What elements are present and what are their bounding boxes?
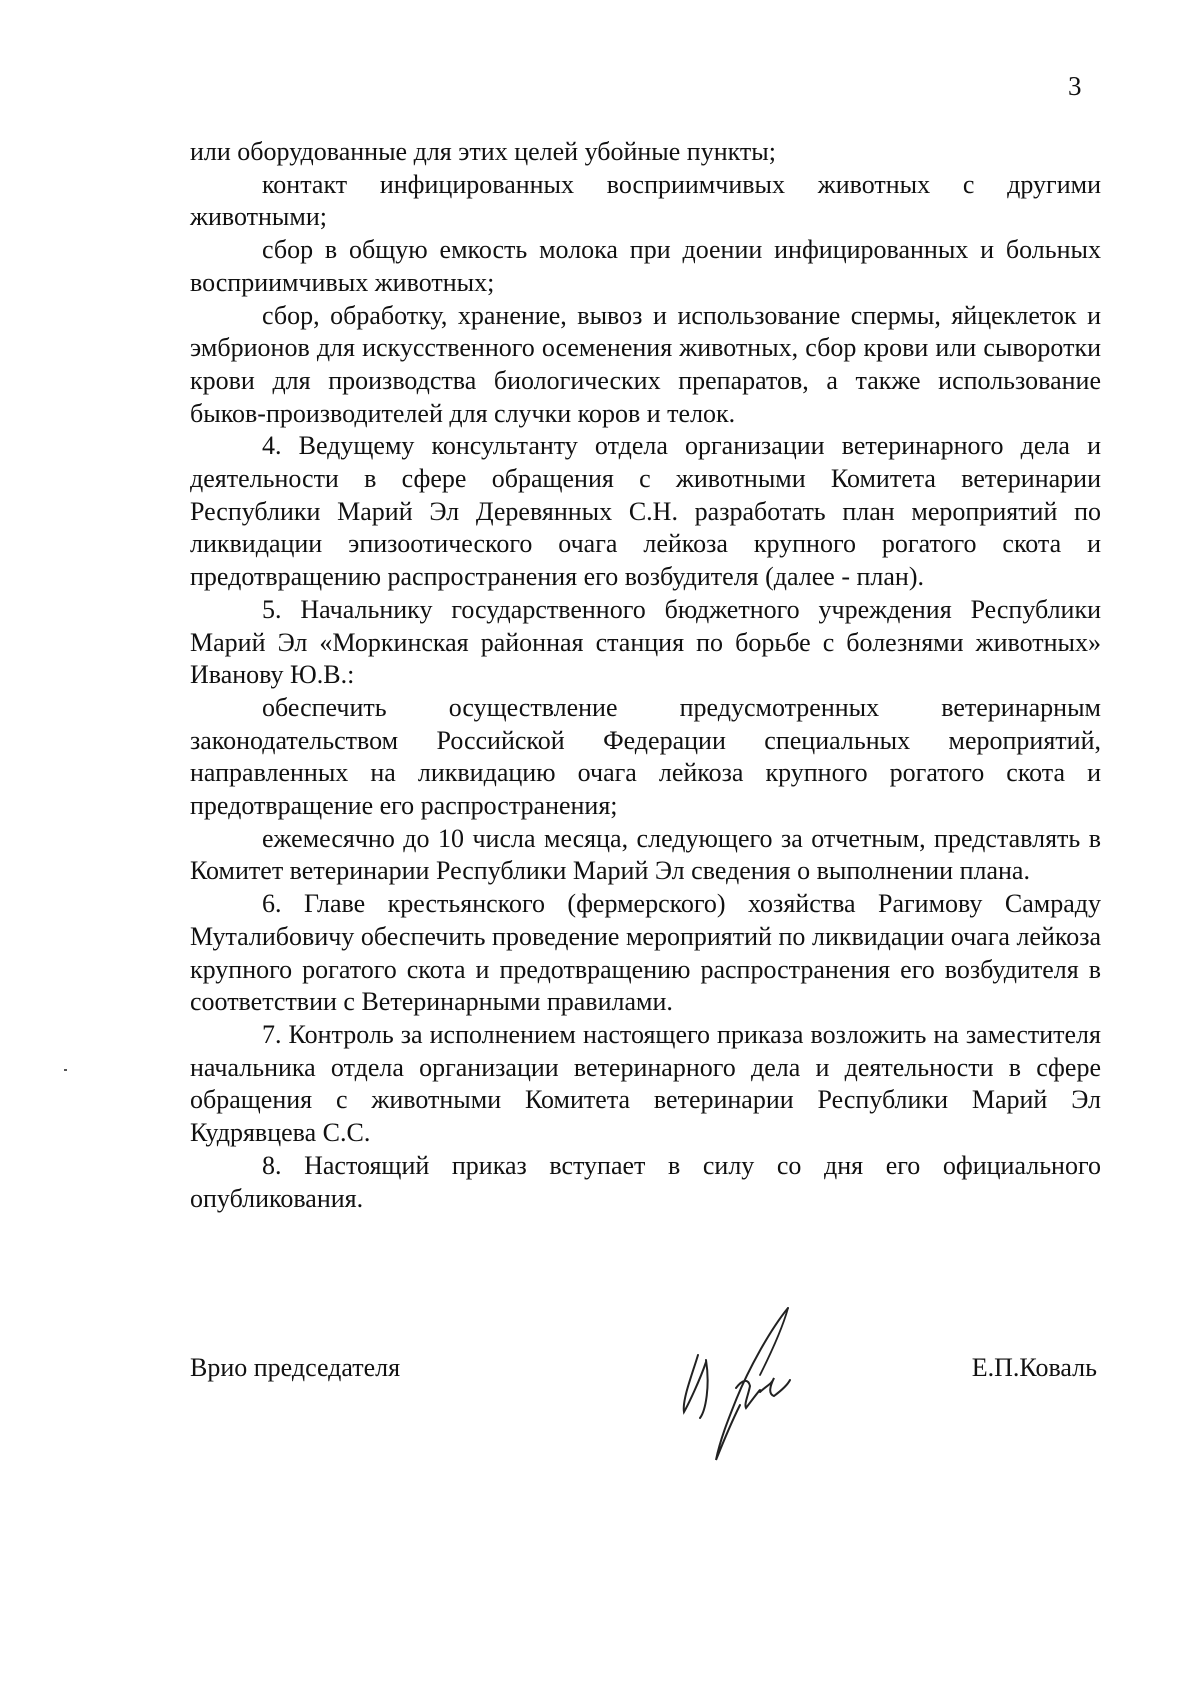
- paragraph: или оборудованные для этих целей убойные пункты;: [190, 137, 776, 166]
- paragraph: сбор в общую емкость молока при доении инфицированных и больных восприимчивых животных;: [190, 235, 1101, 297]
- scan-speck: [64, 1069, 67, 1071]
- signatory-title: Врио председателя: [190, 1353, 401, 1382]
- paragraph: сбор, обработку, хранение, вывоз и использование спермы, яйцеклеток и эмбрионов для искусственного осеменения животных, сбор крови или сыворотки крови для производства биологических препаратов, а также использование быков-производителей для случки коров и телок.: [190, 300, 1101, 428]
- document-body: [190, 136, 1101, 1215]
- paragraph: 4. Ведущему консультанту отдела организации ветеринарного дела и деятельности в сфере обращения с животными Комитета ветеринарии Республики Марий Эл Деревянных С.Н. разработать план мероприятий по ликвидации эпизоотического очага лейкоза крупного рогатого скота и предотвращению распространения его возбудителя (далее - план).: [190, 431, 1101, 592]
- paragraph: ежемесячно до 10 числа месяца, следующего за отчетным, представлять в Комитет ветеринарии Республики Марий Эл сведения о выполнении плана.: [190, 823, 1101, 886]
- page-number: 3: [1068, 71, 1082, 101]
- paragraph: 6. Главе крестьянского (фермерского) хозяйства Рагимову Самраду Муталибовичу обеспечить проведение мероприятий по ликвидации очага лейкоза крупного рогатого скота и предотвращению распространения его возбудителя в соответствии с Ветеринарными правилами.: [190, 889, 1101, 1017]
- handwritten-signature: [670, 1300, 820, 1470]
- paragraph: 7. Контроль за исполнением настоящего приказа возложить на заместителя начальника отдела организации ветеринарного дела и деятельности в сфере обращения с животными Комитета ветеринарии Республики Марий Эл Кудрявцева С.С.: [190, 1019, 1101, 1148]
- paragraph: контакт инфицированных восприимчивых животных с другими животными;: [190, 169, 1101, 232]
- signatory-name: Е.П.Коваль: [971, 1353, 1097, 1382]
- paragraph: 5. Начальнику государственного бюджетного учреждения Республики Марий Эл «Моркинская районная станция по борьбе с болезнями животных» Иванову Ю.В.:: [190, 594, 1101, 690]
- signature-block: [190, 1352, 1101, 1472]
- paragraph: обеспечить осуществление предусмотренных ветеринарным законодательством Российской Федерации специальных мероприятий, направленных на ликвидацию очага лейкоза крупного рогатого скота и предотвращение его распространения;: [190, 692, 1101, 821]
- paragraph: 8. Настоящий приказ вступает в силу со дня его официального опубликования.: [190, 1150, 1101, 1213]
